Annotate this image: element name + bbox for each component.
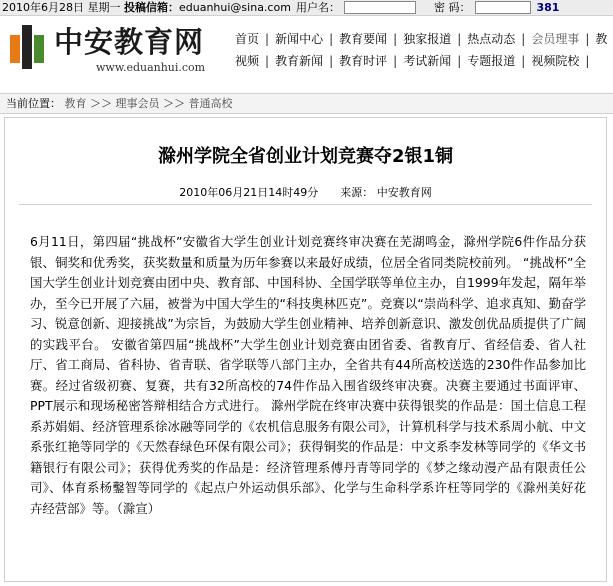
date-text: 2010年6月28日 — [2, 1, 84, 14]
article-container — [4, 117, 607, 582]
title-divider — [19, 204, 592, 205]
breadcrumb-item-members[interactable]: 理事会员 — [115, 97, 160, 110]
breadcrumb-item-edu[interactable]: 教育 — [64, 97, 87, 110]
site-logo[interactable] — [10, 25, 240, 75]
source-label: 来源： — [340, 186, 374, 199]
article-source: 中安教育网 — [376, 186, 432, 199]
logo-text: 中安教育网 — [54, 25, 205, 59]
nav-row-2: 视频 | 教育新闻 | 教育时评 | 考试新闻 | 专题报道 | 视频院校 | — [229, 50, 613, 72]
submit-email[interactable]: eduanhui@sina.com — [179, 1, 291, 14]
article-date: 2010年06月21日14时49分 — [179, 186, 319, 199]
nav-exclusive[interactable]: 独家报道 — [403, 32, 452, 46]
nav-members[interactable]: 会员理事 — [531, 32, 580, 46]
nav-video[interactable]: 视频 — [235, 54, 260, 68]
date-info — [2, 0, 291, 15]
breadcrumb-lead: 当前位置： — [6, 97, 61, 110]
nav-news-center[interactable]: 新闻中心 — [275, 32, 324, 46]
article-body: 6月11日，第四届“挑战杯”安徽省大学生创业计划竞赛终审决赛在芜湖鸣金，滁州学院6件作品分获银、铜奖和优秀奖，获奖数量和质量为历年参赛以来最好成绩，位居全省同类院校前列。 “挑战杯”全国大学生创业计划竞赛由团中央、教育部、中国科协、全国学联等单位主办，自1999年发起，隔年举办，至今已开展了六届，被誉为中国大学生的“科技奥林匹克”。竞赛以“崇尚科学、追求真知、勤奋学习、锐意创新、迎接挑战”为宗旨，为鼓励大学生创业精神、培养创新意识、激发创优品质提供了广阔的实践平台。 安徽省第四届“挑战杯”大学生创业计划竞赛由团省委、省教育厅、省经信委、省人社厅、省工商局、省科协、省青联、省学联等八部门主办，全省共有44所高校送选的230件作品参加比赛。经过省级初赛、复赛，共有32所高校的74件作品入围省级终审决赛。决赛主要通过书面评审、PPT展示和现场秘密答辩相结合方式进行。 滁州学院在终审决赛中获得银奖的作品是：国土信息工程系苏娟娟、经济管理系徐冰融等同学的《农机信息服务有限公司》，计算机科学与技术系周小航、中文系张红艳等同学的《天然春绿色环保有限公司》；获得铜奖的作品是：中文系李发林等同学的《华文书籍银行有限公司》；获得优秀奖的作品是：经济管理系傅丹青等同学的《梦之缘动漫产品有限责任公司》、体育系杨鑿智等同学的《起点户外运动俱乐部》、化学与生命科学系许枉等同学的《滁州美好花卉经营部》等。（滁宣） — [30, 234, 586, 516]
password-label: 密 码： — [434, 1, 471, 14]
nav-hot-topics[interactable]: 热点动态 — [467, 32, 516, 46]
submit-label: 投稿信箱： — [124, 1, 179, 14]
breadcrumb-sep: ＞＞ — [163, 97, 185, 110]
username-input[interactable] — [344, 1, 416, 14]
login-form — [296, 0, 559, 15]
extra-counter: 381 — [536, 1, 560, 14]
site-header — [0, 17, 613, 79]
breadcrumb — [0, 93, 613, 114]
top-bar — [0, 0, 613, 16]
nav-row-1: 首页 | 新闻中心 | 教育要闻 | 独家报道 | 热点动态 | 会员理事 | 教 — [229, 28, 613, 50]
main-nav — [229, 28, 613, 72]
breadcrumb-item-universities[interactable]: 普通高校 — [188, 97, 233, 110]
nav-home[interactable]: 首页 — [235, 32, 260, 46]
logo-url: www.eduanhui.com — [96, 61, 206, 74]
nav-more[interactable]: 教 — [595, 32, 608, 46]
article-title: 滁州学院全省创业计划竞赛夺2银1铜 — [157, 146, 454, 167]
nav-special[interactable]: 专题报道 — [467, 54, 516, 68]
weekday-text: 星期一 — [87, 1, 121, 14]
nav-edu-headlines[interactable]: 教育要闻 — [339, 32, 388, 46]
breadcrumb-sep: ＞＞ — [90, 97, 112, 110]
logo-mark-icon — [10, 25, 44, 69]
nav-exam-news[interactable]: 考试新闻 — [403, 54, 452, 68]
nav-video-schools[interactable]: 视频院校 — [531, 54, 580, 68]
nav-commentary[interactable]: 教育时评 — [339, 54, 388, 68]
article-meta — [5, 184, 606, 200]
password-input[interactable] — [475, 1, 531, 14]
nav-edu-news[interactable]: 教育新闻 — [275, 54, 324, 68]
username-label: 用户名： — [296, 1, 340, 14]
